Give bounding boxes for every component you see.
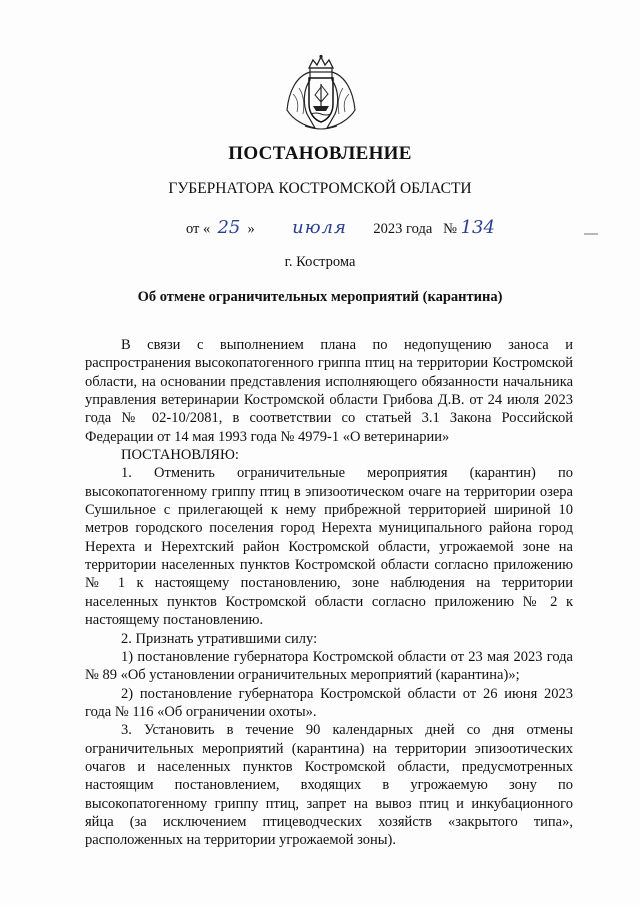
scan-mark: [584, 233, 598, 235]
document-issuer: ГУБЕРНАТОРА КОСТРОМСКОЙ ОБЛАСТИ: [168, 180, 472, 197]
document-number-handwritten: 134: [460, 217, 495, 238]
document-city: г. Кострома: [284, 254, 356, 270]
document-title: ПОСТАНОВЛЕНИЕ: [228, 143, 412, 164]
coat-of-arms-icon: [283, 54, 359, 132]
date-prefix: от «: [186, 221, 211, 237]
number-prefix: №: [443, 221, 457, 237]
clause-3: 3. Установить в течение 90 календарных дней со дня отмены ограничительных мероприятий (карантина) на территории эпизоотических очагов и населенных пунктов Костромской области, предусмотренных настоящим постановлением, входящих в угрожаемую зону по высокопатогенному гриппу птиц, запрет на вывоз птиц и инкубационного яйца (за исключением птицеводческих хозяйств «закрытого типа», расположенных на территории угрожаемой зоны).: [85, 722, 573, 849]
clause-2-item-1: 1) постановление губернатора Костромской области от 23 мая 2023 года № 89 «Об установлении ограничительных мероприятий (карантина)»;: [85, 648, 573, 684]
document-heading: Об отмене ограничительных мероприятий (карантина): [137, 289, 503, 305]
date-year: 2023 года: [373, 221, 433, 237]
clause-2: 2. Признать утратившими силу:: [121, 630, 318, 647]
document-body: [85, 336, 573, 850]
date-month-handwritten: июля: [292, 217, 347, 238]
date-day-handwritten: 25: [217, 217, 241, 238]
clause-1: 1. Отменить ограничительные мероприятия (карантин) по высокопатогенному гриппу птиц в эпизоотическом очаге на территории озера Сушильное с прилегающей к нему прибрежной территорией шириной 10 метров городского поселения город Нерехта муниципального района город Нерехта и Нерехтский район Костромской области, угрожаемой зоне на территории населенных пунктов Костромской области согласно приложению № 1 к настоящему постановлению, зоне наблюдения на территории населенных пунктов Костромской области согласно приложению № 2 к настоящему постановлению.: [85, 465, 573, 629]
document-date-line: [186, 217, 501, 238]
clause-2-item-2: 2) постановление губернатора Костромской области от 26 июня 2023 года № 116 «Об ограничении охоты».: [85, 685, 573, 720]
date-mid: »: [247, 221, 255, 237]
preamble-paragraph: В связи с выполнением плана по недопущению заноса и распространения высокопатогенного гриппа птиц на территории Костромской области, на основании представления исполняющего обязанности начальника управления ветеринарии Костромской области Грибова Д.В. от 24 июля 2023 года № 02-10/2081, в соответствии со статьей 3.1 Закона Российской Федерации от 14 мая 1993 года № 4979-1 «О ветеринарии»: [85, 337, 573, 445]
resolution-word: ПОСТАНОВЛЯЮ:: [121, 447, 239, 464]
